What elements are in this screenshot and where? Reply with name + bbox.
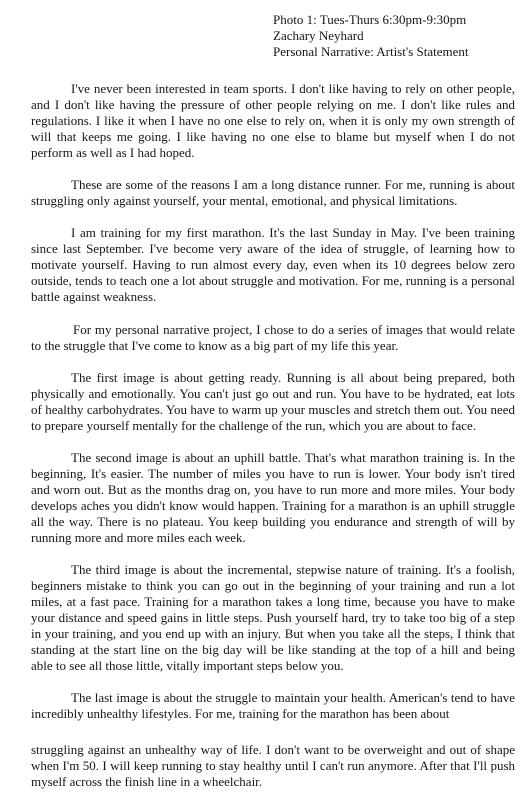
header-author: Zachary Neyhard	[273, 28, 364, 43]
paragraph-second-image: The second image is about an uphill battle. That's what marathon training is. In the beginning, It's easier. The number of miles you have to run is lower. Your body isn't tired and worn out. But as the months drag on, you have to run more and more miles. Your body develops aches you didn't know would happen. Training for a marathon is an uphill struggle all the way. There is no plateau. You keep building you endurance and strength of will by running more and more miles each week.	[31, 449, 515, 545]
paragraph-training: I am training for my first marathon. It's the last Sunday in May. I've been training since last September. I've become very aware of the idea of struggle, of learning how to motivate yourself. Having to run almost every day, even when its 10 degrees below zero outside, tends to teach one a lot about struggle and motivation. For me, running is a personal battle against weakness.	[31, 225, 515, 305]
paragraph-intro: I've never been interested in team sports. I don't like having to rely on other people, and I don't like having the pressure of other people relying on me. I don't like rules and regulations. I like it when I have no one else to rely on, when it is only my own strength of will that keeps me going. I like having no one else to blame but myself when I do not perform as well as I had hoped.	[31, 81, 515, 160]
document-header	[273, 12, 523, 60]
paragraph-project: For my personal narrative project, I chose to do a series of images that would relate to the struggle that I've come to know as a big part of my life this year.	[31, 321, 515, 353]
paragraph-conclusion: struggling against an unhealthy way of life. I don't want to be overweight and out of shape when I'm 50. I will keep running to stay healthy until I can't run anymore. After that I'll push myself across the finish line in a wheelchair.	[31, 742, 515, 790]
header-photo-line: Photo 1: Tues-Thurs 6:30pm-9:30pm	[273, 12, 467, 27]
paragraph-first-image: The first image is about getting ready. Running is all about being prepared, both physically and emotionally. You can't just go out and run. You have to be hydrated, eat lots of healthy carbohydrates. You have to warm up your muscles and stretch them out. You need to prepare yourself mentally for the challenge of the run, which you are about to face.	[31, 369, 515, 433]
header-title: Personal Narrative: Artist's Statement	[273, 44, 469, 59]
paragraph-third-image: The third image is about the incremental, stepwise nature of training. It's a foolish, beginners mistake to think you can go out in the beginning of your training and run a lot miles, at a fast pace. Training for a marathon takes a long time, because you have to make your distance and speed gains in little steps. Push yourself hard, try to take too big of a step in your training, and you end up with an injury. But when you take all the steps, I think that standing at the start line on the big day will be like standing at the top of a hill and being able to see all those little, vitally important steps below you.	[31, 562, 515, 674]
paragraph-last-image: The last image is about the struggle to maintain your health. American's tend to have incredibly unhealthy lifestyles. For me, training for the marathon has been about	[31, 690, 515, 722]
paragraph-reasons: These are some of the reasons I am a long distance runner. For me, running is about struggling only against yourself, your mental, emotional, and physical limitations.	[31, 177, 515, 209]
document-body	[31, 81, 515, 790]
